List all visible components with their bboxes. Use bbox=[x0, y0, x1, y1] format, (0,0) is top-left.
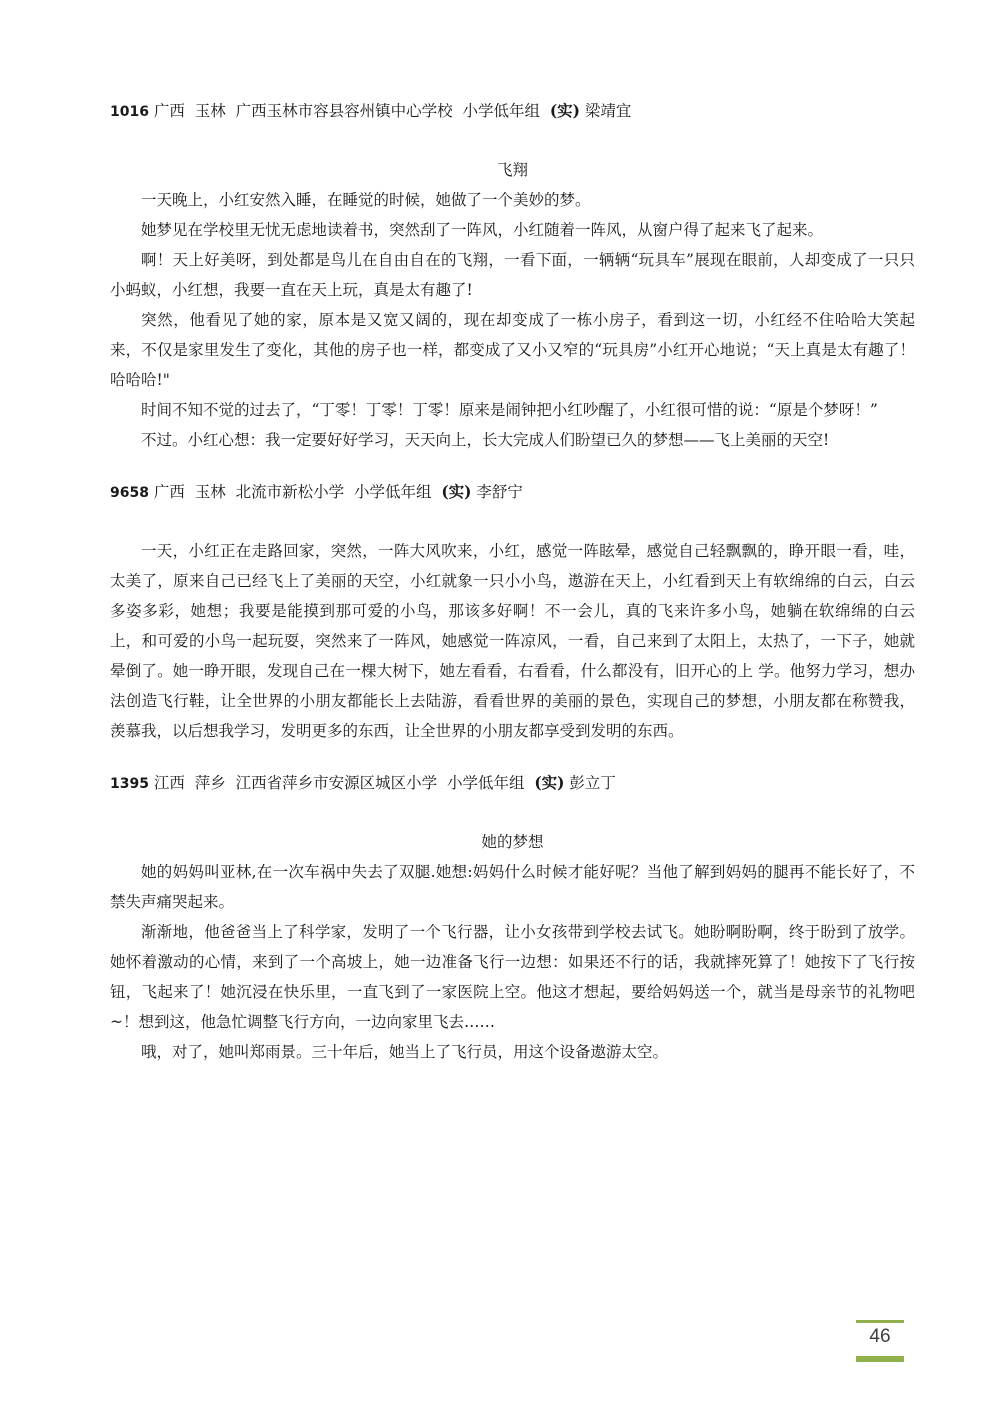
entry-tag: (实) bbox=[534, 773, 565, 792]
entry-number: 9658 bbox=[110, 485, 149, 501]
story-paragraph: 一天晚上，小红安然入睡，在睡觉的时候，她做了一个美妙的梦。 bbox=[141, 191, 591, 209]
footer-rule-top bbox=[856, 1320, 904, 1323]
entry-1395 bbox=[110, 768, 915, 1067]
story-paragraph: 啊！天上好美呀，到处都是鸟儿在自由自在的飞翔，一看下面，一辆辆“玩具车”展现在眼前，人却变成了一只只小蚂蚁，小红想，我要一直在天上玩，真是太有趣了! bbox=[110, 251, 915, 299]
story-paragraph: 她梦见在学校里无忧无虑地读着书，突然刮了一阵风，小红随着一阵风，从窗户得了起来飞了起来。 bbox=[141, 221, 824, 239]
entry-author: 彭立丁 bbox=[564, 774, 616, 792]
entry-number: 1016 bbox=[110, 104, 149, 120]
page-number: 46 bbox=[869, 1326, 891, 1347]
story-paragraph: 突然，他看见了她的家，原本是又宽又阔的，现在却变成了一栋小房子，看到这一切，小红经不住哈哈大笑起来，不仅是家里发生了变化，其他的房子也一样，都变成了又小又窄的“玩具房”小红开心地说；“天上真是太有趣了！哈哈哈!" bbox=[110, 311, 915, 389]
story-title: 她的梦想 bbox=[481, 833, 544, 851]
entry-1016 bbox=[110, 96, 915, 455]
entry-author: 李舒宁 bbox=[471, 483, 523, 501]
entry-number: 1395 bbox=[110, 776, 149, 792]
story-paragraph: 哦，对了，她叫郑雨景。三十年后，她当上了飞行员，用这个设备遨游太空。 bbox=[141, 1043, 669, 1061]
story-paragraph: 不过。小红心想：我一定要好好学习，天天向上，长大完成人们盼望已久的梦想——飞上美丽的天空! bbox=[141, 431, 830, 449]
entry-tag: (实) bbox=[441, 482, 472, 501]
story-paragraph: 一天，小红正在走路回家，突然，一阵大风吹来，小红，感觉一阵眩晕，感觉自己轻飘飘的，睁开眼一看，哇，太美了，原来自己已经飞上了美丽的天空，小红就象一只小小鸟，遨游在天上，小红看到天上有软绵绵的白云，白云多姿多彩，她想；我要是能摸到那可爱的小鸟，那该多好啊！不一会儿，真的飞来许多小鸟，她躺在软绵绵的白云上，和可爱的小鸟一起玩耍，突然来了一阵风，她感觉一阵凉风，一看，自己来到了太阳上，太热了，一下子，她就晕倒了。她一睁开眼，发现自己在一棵大树下，她左看看，右看看，什么都没有，旧开心的上 学。他努力学习，想办法创造飞行鞋，让全世界的小朋友都能长上去陆游，看看世界的美丽的景色，实现自己的梦想，小朋友都在称赞我，羡慕我，以后想我学习，发明更多的东西，让全世界的小朋友都享受到发明的东西。 bbox=[110, 542, 915, 740]
entry-author: 梁靖宜 bbox=[580, 102, 632, 120]
entry-header bbox=[110, 96, 915, 127]
entry-meta: 江西 萍乡 江西省萍乡市安源区城区小学 小学低年组 bbox=[148, 774, 535, 792]
entry-meta: 广西 玉林 广西玉林市容县容州镇中心学校 小学低年组 bbox=[148, 102, 550, 120]
footer-rule-bottom bbox=[856, 1356, 904, 1362]
entry-header bbox=[110, 768, 915, 799]
page-footer bbox=[856, 1320, 904, 1362]
story-paragraph: 时间不知不觉的过去了，“丁零！丁零！丁零！原来是闹钟把小红吵醒了，小红很可惜的说：“原是个梦呀！” bbox=[141, 401, 878, 419]
document-page bbox=[110, 96, 915, 1067]
story-paragraph: 她的妈妈叫亚林,在一次车祸中失去了双腿.她想:妈妈什么时候才能好呢？当他了解到妈妈的腿再不能长好了，不禁失声痛哭起来。 bbox=[110, 863, 915, 911]
entry-tag: (实) bbox=[549, 101, 580, 120]
entry-header bbox=[110, 477, 915, 508]
story-paragraph: 渐渐地，他爸爸当上了科学家，发明了一个飞行器，让小女孩带到学校去试飞。她盼啊盼啊，终于盼到了放学。她怀着激动的心情，来到了一个高坡上，她一边准备飞行一边想：如果还不行的话，我就摔死算了！她按下了飞行按钮，飞起来了！她沉浸在快乐里，一直飞到了一家医院上空。他这才想起，要给妈妈送一个，就当是母亲节的礼物吧~！想到这，他急忙调整飞行方向，一边向家里飞去…… bbox=[110, 923, 915, 1031]
story-title: 飞翔 bbox=[496, 161, 528, 179]
entry-meta: 广西 玉林 北流市新松小学 小学低年组 bbox=[148, 483, 442, 501]
entry-9658 bbox=[110, 477, 915, 746]
